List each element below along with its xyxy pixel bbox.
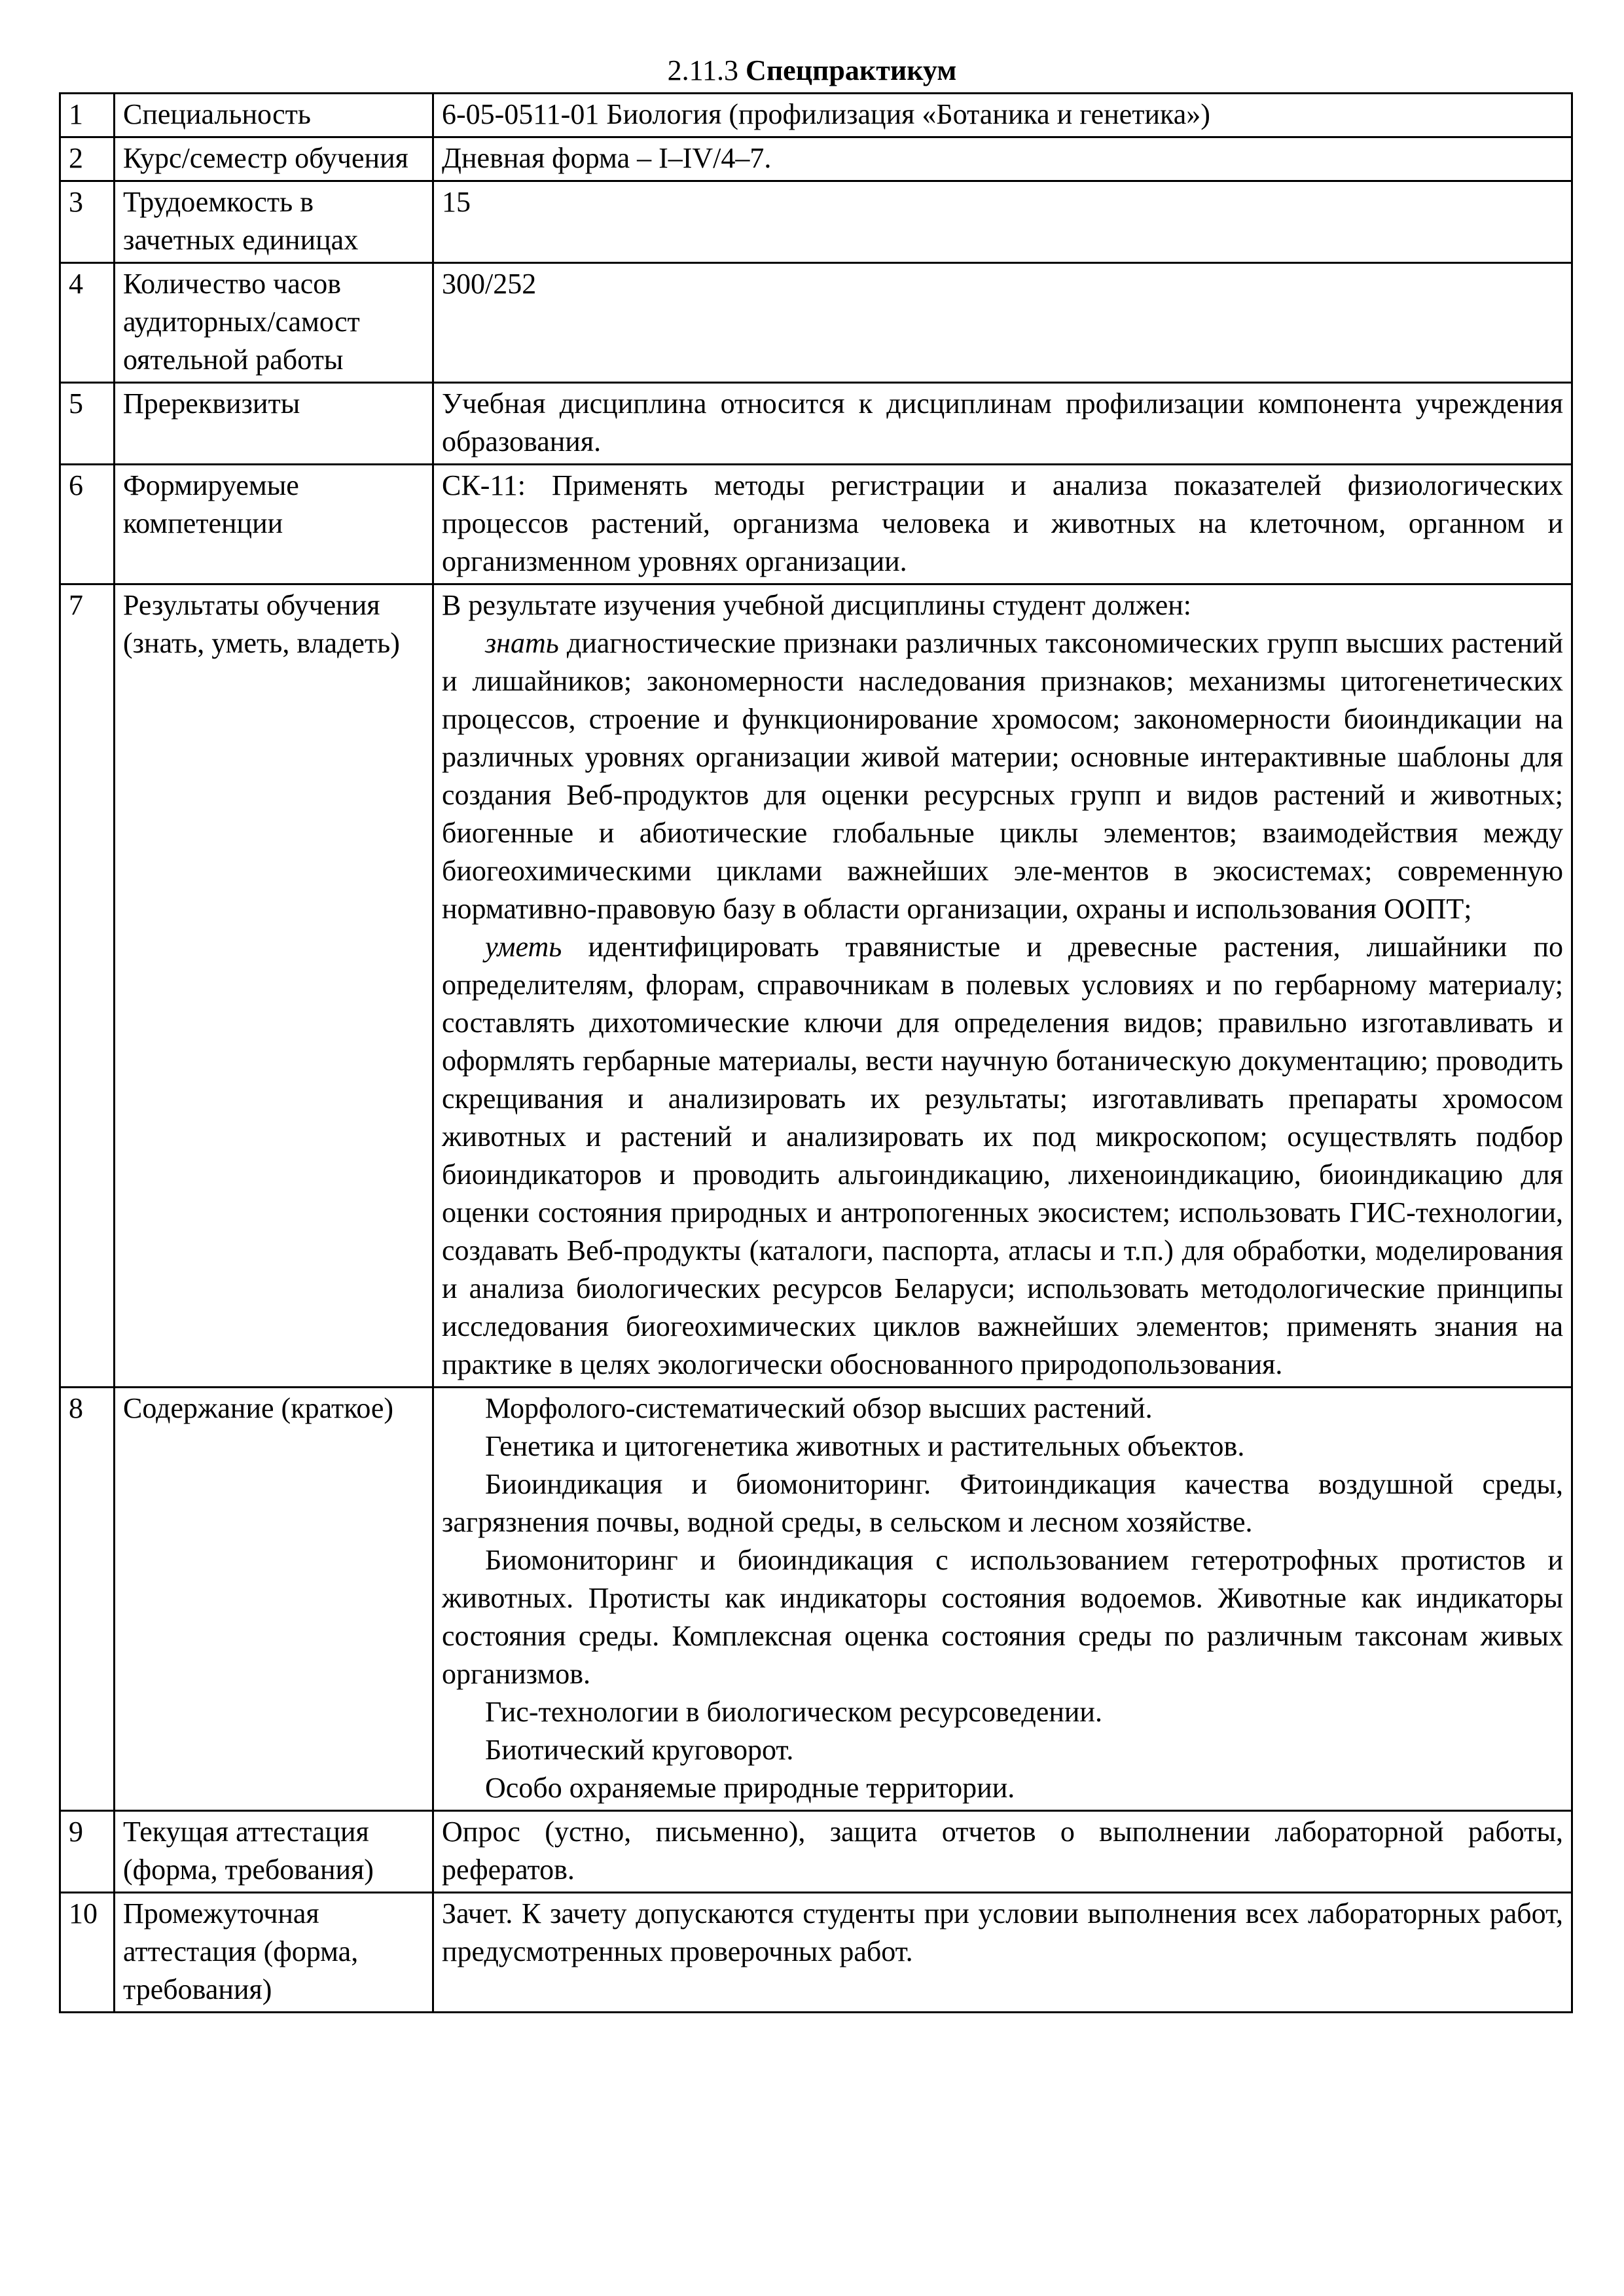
- specialty-value: 6-05-0511-01 Биология (профилизация «Ботаника и генетика»): [442, 98, 1210, 130]
- can-text: идентифицировать травянистые и древесные растения, лишайники по определителям, флорам, справочникам в полевых условиях и по гербарному материалу; составлять дихотомические ключи для определения видов; правильно изготавливать и оформлять гербарные материалы, вести научную ботаническую документацию; проводить скрещивания и анализировать их результаты; изготавливать препараты хромосом животных и растений и анализировать их под микроскопом; осуществлять подбор биоиндикаторов и проводить альгоиндикацию, лихеноиндикацию, биоиндикацию для оценки состояния природных и антропогенных экосистем; использовать ГИС-технологии, создавать Веб-продукты (каталоги, паспорта, атласы и т.п.) для обработки, моделирования и анализа биологических ресурсов Беларуси; использовать методологические принципы исследования биогеохимических циклов важнейших элементов; применять знания на практике в целях экологически обоснованного природопользования.: [442, 931, 1564, 1380]
- content-item: Морфолого-систематический обзор высших растений.: [485, 1392, 1153, 1424]
- content-item: Генетика и цитогенетика животных и растительных объектов.: [485, 1430, 1245, 1462]
- content-item: Гис-технологии в биологическом ресурсоведении.: [485, 1696, 1102, 1728]
- row-number: 7: [60, 584, 115, 1388]
- know-label: знать: [485, 627, 559, 659]
- row-label-line: оятельной работы: [123, 344, 344, 376]
- row-number: 9: [60, 1811, 115, 1893]
- row-number: 2: [60, 137, 115, 181]
- table-row: [60, 94, 1572, 137]
- row-value: Опрос (устно, письменно), защита отчетов о выполнении лабораторной работы, рефератов.: [433, 1811, 1572, 1893]
- table-row: [60, 181, 1572, 263]
- table-row: [60, 1388, 1572, 1811]
- row-number: 8: [60, 1388, 115, 1811]
- row-value: Зачет. К зачету допускаются студенты при условии выполнения всех лабораторных работ, предусмотренных проверочных работ.: [433, 1893, 1572, 2013]
- can-label: уметь: [485, 931, 562, 963]
- credits-value: 15: [442, 186, 471, 218]
- table-row: [60, 1811, 1572, 1893]
- know-paragraph: [442, 624, 1563, 928]
- table-row: [60, 1893, 1572, 2013]
- table-row: [60, 584, 1572, 1388]
- course-semester-value: Дневная форма – I–IV/4–7.: [442, 142, 772, 174]
- row-label: Промежуточная аттестация (форма, требования): [115, 1893, 433, 2013]
- hours-value: 300/252: [442, 268, 537, 300]
- content-item: Биотический круговорот.: [485, 1734, 794, 1766]
- row-label: Текущая аттестация (форма, требования): [115, 1811, 433, 1893]
- row-label: Результаты обучения (знать, уметь, владеть): [115, 584, 433, 1388]
- row-value: [433, 584, 1572, 1388]
- row-number: 5: [60, 383, 115, 465]
- row-label-line: Количество часов: [123, 268, 342, 300]
- content-item: Биоиндикация и биомониторинг. Фитоиндикация качества воздушной среды, загрязнения почвы, водной среды, в сельском и лесном хозяйстве.: [442, 1468, 1563, 1538]
- row-number: 10: [60, 1893, 115, 2013]
- row-label: Трудоемкость в зачетных единицах: [115, 181, 433, 263]
- row-number: 4: [60, 263, 115, 383]
- table-row: [60, 383, 1572, 465]
- row-label: [115, 263, 433, 383]
- discipline-table: [59, 92, 1573, 2013]
- row-number: 1: [60, 94, 115, 137]
- row-value: [433, 1388, 1572, 1811]
- content-item: Биомониторинг и биоиндикация с использованием гетеротрофных протистов и животных. Протисты как индикаторы состояния водоемов. Животные как индикаторы состояния среды. Комплексная оценка состояния среды по различным таксонам живых организмов.: [442, 1544, 1563, 1690]
- table-row: [60, 465, 1572, 584]
- row-value: [433, 263, 1572, 383]
- row-label: Курс/семестр обучения: [115, 137, 433, 181]
- know-text: диагностические признаки различных таксономических групп высших растений и лишайников; закономерности наследования признаков; механизмы цитогенетических процессов, строение и функционирование хромосом; закономерности биоиндикации на различных уровнях организации живой материи; основные интерактивные шаблоны для создания Веб-продуктов для оценки ресурсных групп и видов растений и животных; биогенные и абиотические глобальные циклы элементов; взаимодействия между биогеохимическими циклами важнейших эле-ментов в экосистемах; современную нормативно-правовую базу в области организации, охраны и использования ООПТ;: [442, 627, 1564, 925]
- can-paragraph: [442, 928, 1563, 1384]
- table-row: [60, 137, 1572, 181]
- section-number: 2.11.3: [667, 54, 739, 86]
- section-name: Спецпрактикум: [746, 54, 957, 86]
- row-value: СК-11: Применять методы регистрации и анализа показателей физиологических процессов растений, организма человека и животных на клеточном, органном и организменном уровнях организации.: [433, 465, 1572, 584]
- section-title: [0, 54, 1624, 90]
- table-row: [60, 263, 1572, 383]
- content-item: Особо охраняемые природные территории.: [485, 1772, 1015, 1804]
- row-number: 3: [60, 181, 115, 263]
- row-label: Содержание (краткое): [115, 1388, 433, 1811]
- row-value: [433, 94, 1572, 137]
- row-label: Специальность: [115, 94, 433, 137]
- row-value: [433, 181, 1572, 263]
- row-number: 6: [60, 465, 115, 584]
- row-value: Учебная дисциплина относится к дисциплинам профилизации компонента учреждения образования.: [433, 383, 1572, 465]
- row-value: [433, 137, 1572, 181]
- row-label: Формируемые компетенции: [115, 465, 433, 584]
- row-label-line: аудиторных/самост: [123, 306, 360, 338]
- row-label: Пререквизиты: [115, 383, 433, 465]
- learning-outcomes-intro: В результате изучения учебной дисциплины студент должен:: [442, 589, 1192, 621]
